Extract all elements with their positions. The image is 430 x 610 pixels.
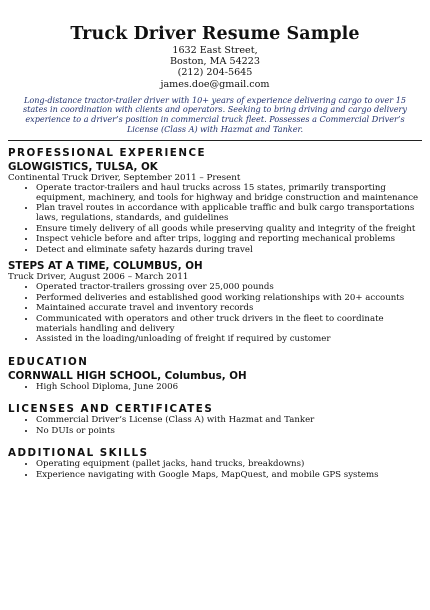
job-1-role: Continental Truck Driver, September 2011 – Present	[8, 173, 241, 184]
job-2-role: Truck Driver, August 2006 – March 2011	[8, 272, 189, 283]
skill-item: • Experience navigating with Google Maps, MapQuest, and mobile GPS systems	[36, 471, 422, 481]
email-address: james.doe@gmail.com	[160, 78, 270, 90]
resume-title: Truck Driver Resume Sample	[70, 24, 360, 44]
license-item: • No DUIs or points	[36, 427, 422, 437]
header-divider	[8, 140, 422, 141]
job-2-duty: • Assisted in the loading/unloading of freight if required by customer	[36, 335, 422, 345]
job-1-duty: • Inspect vehicle before and after trips, logging and reporting mechanical problems	[36, 235, 422, 245]
summary-paragraph: Long-distance tractor-trailer driver with 10+ years of experience delivering cargo to over 15 states in coordination with clients and operators. Seeking to bring driving and cargo delivery experience to a driver’s position in commercial truck fleet. Possesses a Commercial Driver’s License (Class A) with Hazmat and Tanker.	[23, 94, 407, 134]
phone-number: (212) 204-5645	[177, 67, 253, 79]
job-1-duty: • Plan travel routes in accordance with applicable traffic and bulk cargo transportations laws, regulations, standards, and guidelines	[36, 204, 422, 223]
licenses-list	[8, 416, 422, 436]
education-heading: EDUCATION	[8, 355, 89, 368]
skills-heading: ADDITIONAL SKILLS	[8, 447, 149, 459]
address-line-2: Boston, MA 54223	[170, 56, 260, 68]
address-line-1: 1632 East Street,	[172, 45, 258, 56]
contact-block	[8, 45, 422, 90]
job-2-company: STEPS AT A TIME, COLUMBUS, OH	[8, 260, 203, 273]
job-1-duties	[8, 184, 422, 255]
job-2-duty: • Operated tractor-trailers grossing over 25,000 pounds	[36, 283, 422, 293]
job-1-duty: • Detect and eliminate safety hazards during travel	[36, 246, 422, 256]
job-2-duty: • Communicated with operators and other truck drivers in the fleet to coordinate materials handling and delivery	[36, 315, 422, 334]
job-1-duty: • Ensure timely delivery of all goods while preserving quality and integrity of the freight	[36, 225, 422, 235]
job-1-duty: • Operate tractor-trailers and haul trucks across 15 states, primarily transporting equipment, machinery, and tools for highway and bridge construction and maintenance	[36, 184, 422, 203]
job-2-duty: • Performed deliveries and established good working relationships with 20+ accounts	[36, 294, 422, 304]
education-list	[8, 383, 422, 393]
skill-item: • Operating equipment (pallet jacks, hand trucks, breakdowns)	[36, 460, 422, 470]
resume-page	[0, 24, 430, 610]
job-2-duties	[8, 283, 422, 344]
license-item: • Commercial Driver’s License (Class A) with Hazmat and Tanker	[36, 416, 422, 426]
licenses-heading: LICENSES AND CERTIFICATES	[8, 403, 214, 415]
education-item: • High School Diploma, June 2006	[36, 383, 422, 393]
skills-list	[8, 460, 422, 480]
school-name: CORNWALL HIGH SCHOOL, Columbus, OH	[8, 369, 247, 382]
experience-heading: PROFESSIONAL EXPERIENCE	[8, 147, 207, 160]
job-2-duty: • Maintained accurate travel and inventory records	[36, 304, 422, 314]
job-1-company: GLOWGISTICS, TULSA, OK	[8, 161, 158, 174]
